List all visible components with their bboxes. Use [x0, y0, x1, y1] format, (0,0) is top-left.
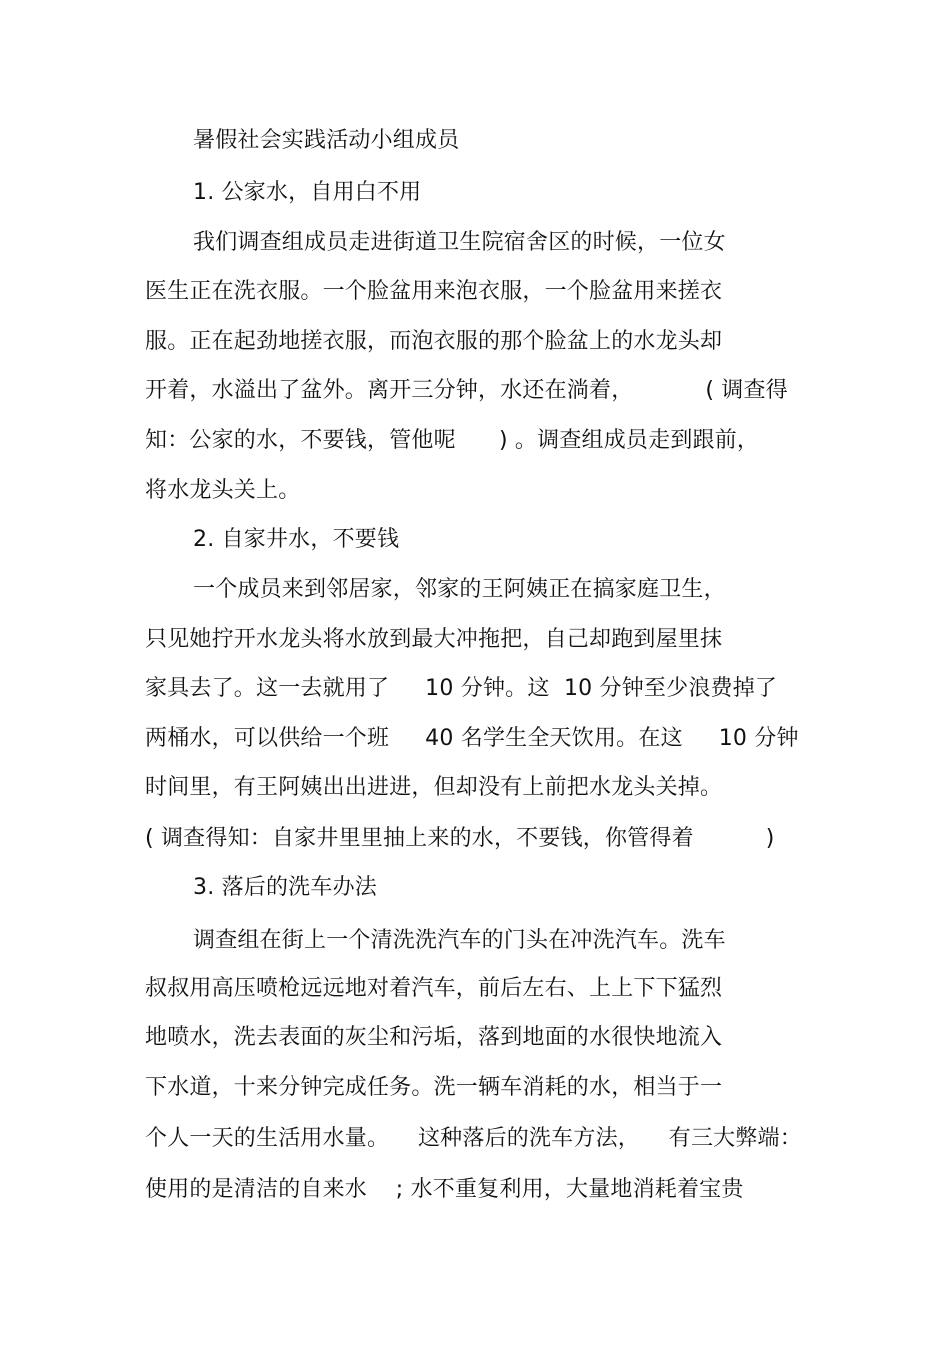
paragraph-3-line-1: 调查组在街上一个清洗洗汽车的门头在冲洗汽车。洗车 [193, 928, 726, 953]
paragraph-1-line-6: 将水龙头关上。 [145, 478, 301, 503]
paragraph-3-line-6: 使用的是清洁的自来水 ; 水不重复利用，大量地消耗着宝贵 [145, 1177, 744, 1202]
section-title: 暑假社会实践活动小组成员 [193, 128, 460, 153]
paragraph-3-line-3: 地喷水，洗去表面的灰尘和污垢，落到地面的水很快地流入 [145, 1025, 723, 1050]
paragraph-1-line-1: 我们调查组成员走进街道卫生院宿舍区的时候，一位女 [193, 230, 726, 255]
paragraph-2-line-4: 两桶水，可以供给一个班 40 名学生全天饮用。在这 10 分钟 [145, 726, 799, 751]
paragraph-1-line-2: 医生正在洗衣服。一个脸盆用来泡衣服，一个脸盆用来搓衣 [145, 279, 723, 304]
paragraph-3-line-5: 个人一天的生活用水量。 这种落后的洗车方法， 有三大弊端： [145, 1126, 802, 1151]
paragraph-2-line-1: 一个成员来到邻居家，邻家的王阿姨正在搞家庭卫生， [193, 577, 726, 602]
paragraph-2-line-3: 家具去了。这一去就用了 10 分钟。这 10 分钟至少浪费掉了 [145, 676, 778, 701]
paragraph-1-line-5: 知：公家的水，不要钱，管他呢 ) 。调查组成员走到跟前， [145, 428, 760, 453]
paragraph-1-line-3: 服。正在起劲地搓衣服，而泡衣服的那个脸盆上的水龙头却 [145, 329, 723, 354]
paragraph-1-line-4: 开着，水溢出了盆外。离开三分钟，水还在淌着， ( 调查得 [145, 378, 788, 403]
paragraph-2-line-2: 只见她拧开水龙头将水放到最大冲拖把，自己却跑到屋里抹 [145, 627, 723, 652]
paragraph-3-line-2: 叔叔用高压喷枪远远地对着汽车，前后左右、上上下下猛烈 [145, 976, 723, 1001]
paragraph-2-line-6: ( 调查得知：自家井里里抽上来的水，不要钱，你管得着 ) [145, 826, 775, 851]
paragraph-2-line-5: 时间里，有王阿姨出出进进，但却没有上前把水龙头关掉。 [145, 775, 723, 800]
paragraph-3-line-4: 下水道，十来分钟完成任务。洗一辆车消耗的水，相当于一 [145, 1075, 723, 1100]
heading-1: 1. 公家水，自用白不用 [193, 180, 422, 205]
heading-3: 3. 落后的洗车办法 [193, 875, 377, 900]
heading-2: 2. 自家井水，不要钱 [193, 527, 400, 552]
